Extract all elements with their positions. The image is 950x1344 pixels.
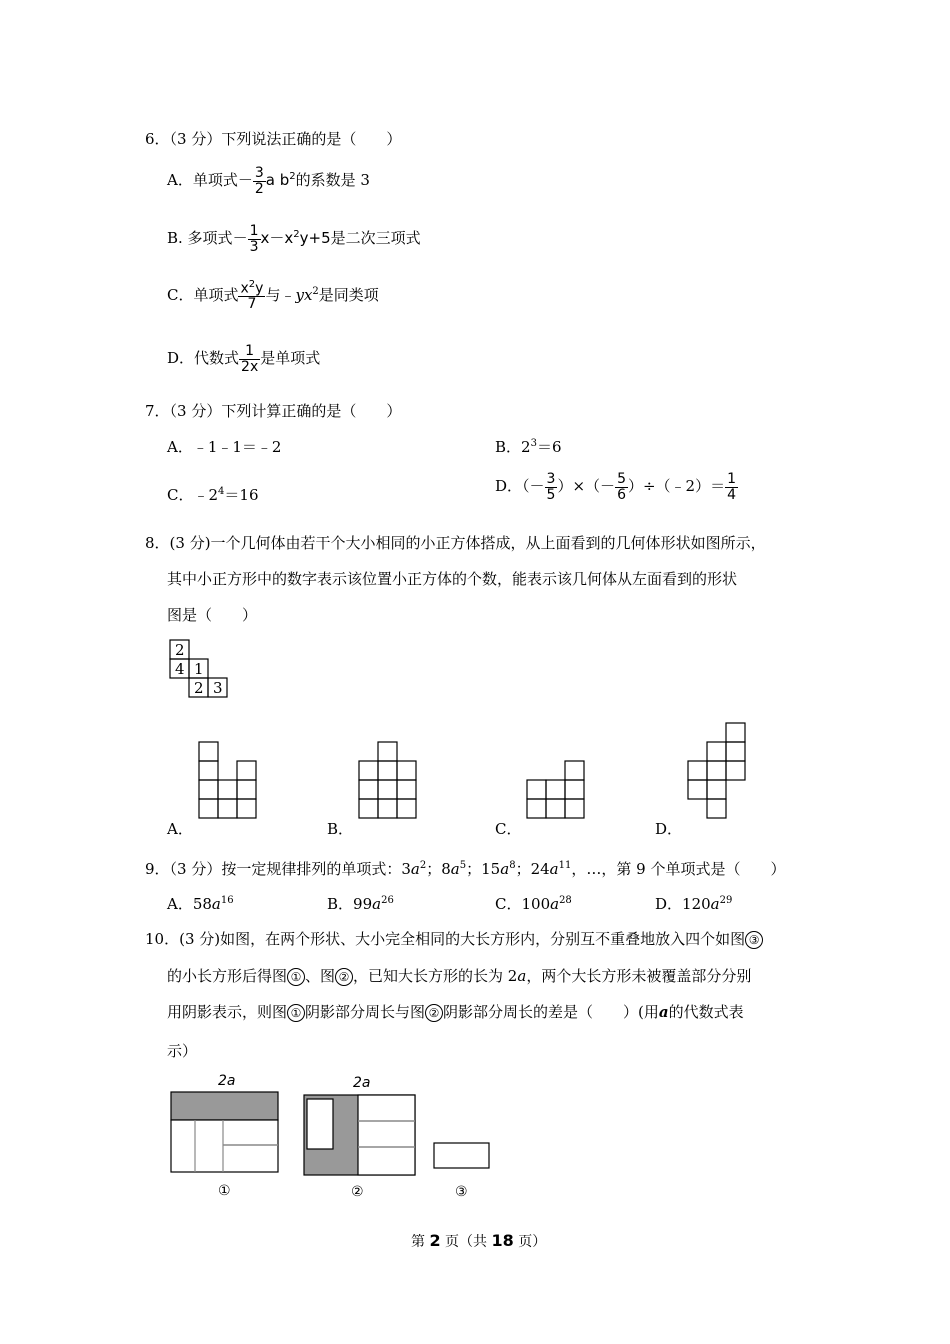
q6-option-c: C．单项式 $\frac{x^2y}{7}$ 与$﹣yx^2$是同类项: [167, 279, 379, 313]
q8-line2: 其中小正方形中的数字表示该位置小正方体的个数，能表示该几何体从左面看到的形状: [167, 570, 738, 588]
q8-line3: 图是（ ）: [167, 606, 258, 624]
q7-stem: 7．（3 分）下列计算正确的是（ ）: [145, 402, 402, 420]
q8-option-c-label: C．: [495, 820, 522, 838]
q8-option-b-label: B．: [327, 820, 354, 838]
fig1-length-label: 2a: [218, 1073, 236, 1089]
q8-figure-a: [199, 742, 259, 822]
fig1-caption: ①: [218, 1183, 231, 1199]
q8-line1: 8．(3 分)一个几何体由若干个大小相同的小正方体搭成，从上面看到的几何体形状如图所示，: [145, 534, 766, 552]
q10-line2: 的小长方形后得图 ① 、图 ② ，已知大长方形的长为 2a，两个大长方形未被覆盖部分分别: [167, 967, 752, 985]
grid-num: 2: [194, 679, 204, 697]
q8-option-d-label: D．: [655, 820, 683, 838]
fig2-length-label: 2a: [353, 1075, 371, 1091]
q6-option-d: D．代数式 $\frac{1}{2x}$ 是单项式: [167, 343, 321, 375]
q10-figure-2: [303, 1070, 418, 1200]
fig3-caption: ③: [455, 1184, 468, 1200]
q8-option-a-label: A．: [167, 820, 193, 838]
q9-option-d: D．$120a^{29}$: [655, 895, 733, 913]
q7-option-d: D．（－ $\frac{3}{5}$ ）×（－ $\frac{5}{6}$ ）÷（﹣2）＝ $\frac{1}{4}$: [495, 471, 737, 503]
q10-line1: 10．(3 分)如图，在两个形状、大小完全相同的大长方形内，分别互不重叠地放入四个如图 ③: [145, 928, 763, 949]
grid-num: 1: [194, 660, 204, 678]
q6-option-a: A．单项式－ $\frac{3}{2}$ a $b^2$的系数是 3: [167, 165, 370, 197]
q6-option-b: B. 多项式－ $\frac{1}{3}$ $x-x^2y+5$是二次三项式: [167, 223, 421, 255]
q10-line3: 用阴影表示，则图 ① 阴影部分周长与图 ② 阴影部分周长的差是（ ）(用a的代数式表: [167, 1003, 744, 1021]
grid-num: 3: [213, 679, 223, 697]
q10-figure-1: [170, 1068, 280, 1198]
page-footer: 第 2 页（共 18 页）: [411, 1231, 547, 1250]
q7-option-c: C．$﹣2^4=16$: [167, 486, 259, 504]
grid-num: 2: [175, 641, 185, 659]
q7-option-b: B．$2^3=6$: [495, 438, 562, 456]
q9-option-b: B．$99a^{26}$: [327, 895, 394, 913]
q10-figure-3: [433, 1142, 493, 1198]
grid-num: 4: [175, 660, 185, 678]
q9-option-c: C．$100a^{28}$: [495, 895, 572, 913]
q7-option-a: A．﹣1﹣1＝﹣2: [167, 438, 282, 456]
q10-line4: 示）: [167, 1042, 198, 1060]
q9-option-a: A．$58a^{16}$: [167, 895, 234, 913]
q8-top-view-figure: [170, 640, 232, 700]
q8-figure-b: [359, 742, 419, 822]
q8-figure-d: [688, 723, 748, 823]
q9-stem: 9．（3 分）按一定规律排列的单项式：$3a^2$；$8a^5$；$15a^8$；$24a^{11}$，…，第 9 个单项式是（ ）: [145, 860, 786, 878]
q6-stem: 6．（3 分）下列说法正确的是（ ）: [145, 130, 402, 148]
q8-figure-c: [527, 761, 587, 821]
fig2-caption: ②: [351, 1184, 364, 1200]
